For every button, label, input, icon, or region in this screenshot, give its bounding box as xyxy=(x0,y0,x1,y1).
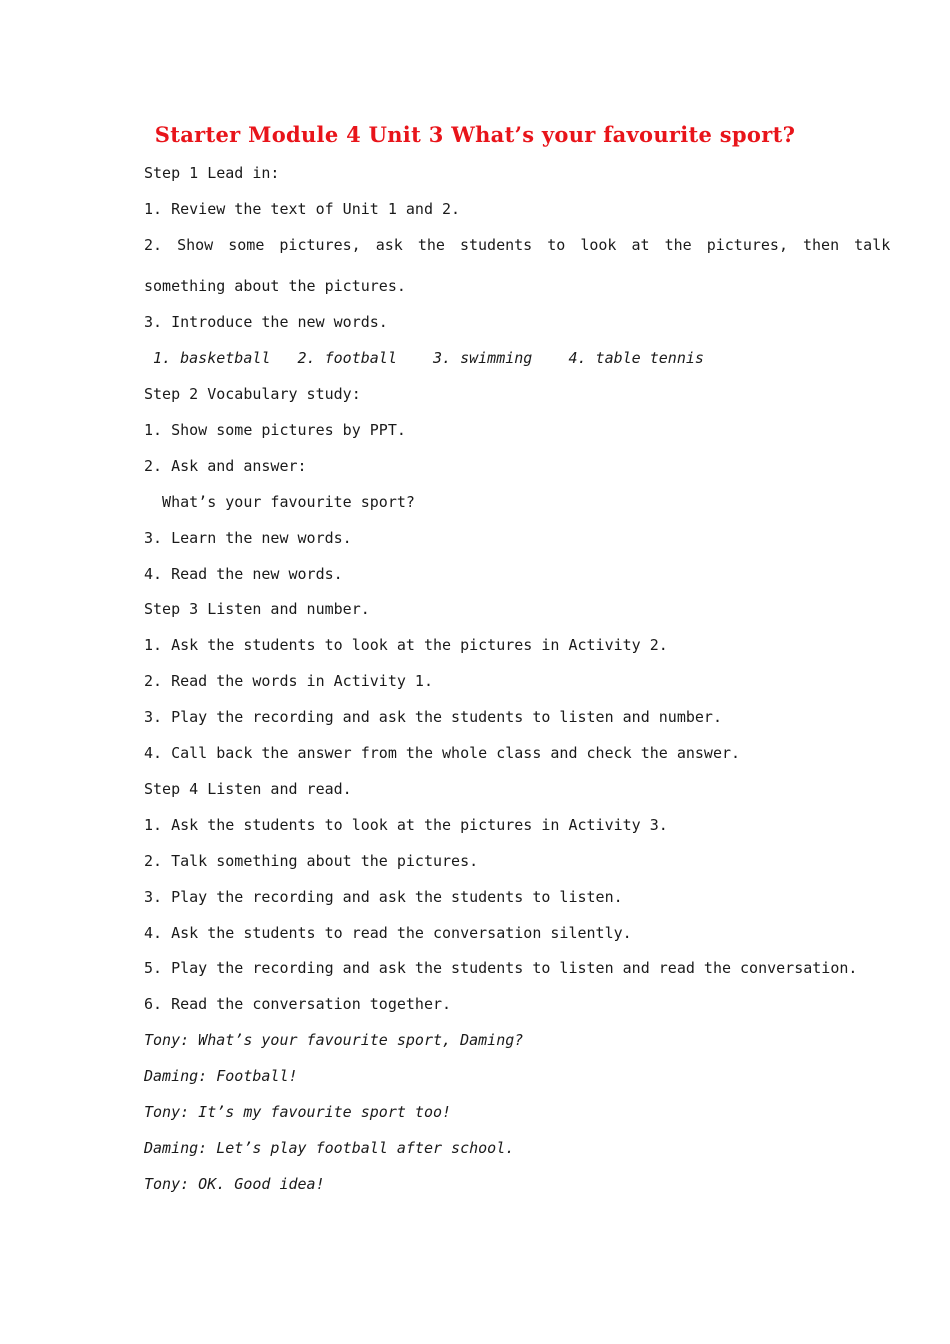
step-1-heading: Step 1 Lead in: xyxy=(144,164,280,182)
text-line: 4. Ask the students to read the conversation silently. xyxy=(144,924,632,942)
text-line: 3. Play the recording and ask the students to listen. xyxy=(144,888,623,906)
text-line: something about the pictures. xyxy=(144,277,406,295)
text-line: 2. Show some pictures, ask the students to look at the pictures, then talk xyxy=(144,236,891,254)
page-title: Starter Module 4 Unit 3 What’s your favourite sport? xyxy=(154,122,796,147)
text-line: 2. Ask and answer: xyxy=(144,457,307,475)
text-line: 4. Call back the answer from the whole class and check the answer. xyxy=(144,744,741,762)
dialogue-line: Tony: What’s your favourite sport, Daming? xyxy=(144,1031,524,1049)
text-line: 2. Read the words in Activity 1. xyxy=(144,672,433,690)
text-line: 3. Learn the new words. xyxy=(144,529,352,547)
text-line: 2. Talk something about the pictures. xyxy=(144,852,479,870)
step-2-heading: Step 2 Vocabulary study: xyxy=(144,385,361,403)
dialogue-line: Daming: Football! xyxy=(144,1067,298,1085)
step-3-heading: Step 3 Listen and number. xyxy=(144,600,370,618)
text-line: 3. Play the recording and ask the students to listen and number. xyxy=(144,708,722,726)
text-line: 6. Read the conversation together. xyxy=(144,995,452,1013)
text-line: 5. Play the recording and ask the students to listen and read the conversation. xyxy=(144,959,858,977)
step-4-heading: Step 4 Listen and read. xyxy=(144,780,352,798)
text-line: 1. Review the text of Unit 1 and 2. xyxy=(144,200,461,218)
new-words-list: 1. basketball 2. football 3. swimming 4. table tennis xyxy=(144,349,704,367)
text-line: 1. Show some pictures by PPT. xyxy=(144,421,406,439)
dialogue-line: Daming: Let’s play football after school. xyxy=(144,1139,515,1157)
text-line: 1. Ask the students to look at the pictures in Activity 3. xyxy=(144,816,668,834)
text-line: 3. Introduce the new words. xyxy=(144,313,388,331)
text-line: 4. Read the new words. xyxy=(144,565,343,583)
dialogue-line: Tony: OK. Good idea! xyxy=(144,1175,325,1193)
text-line: 1. Ask the students to look at the pictures in Activity 2. xyxy=(144,636,668,654)
question-line: What’s your favourite sport? xyxy=(144,493,415,511)
dialogue-line: Tony: It’s my favourite sport too! xyxy=(144,1103,452,1121)
